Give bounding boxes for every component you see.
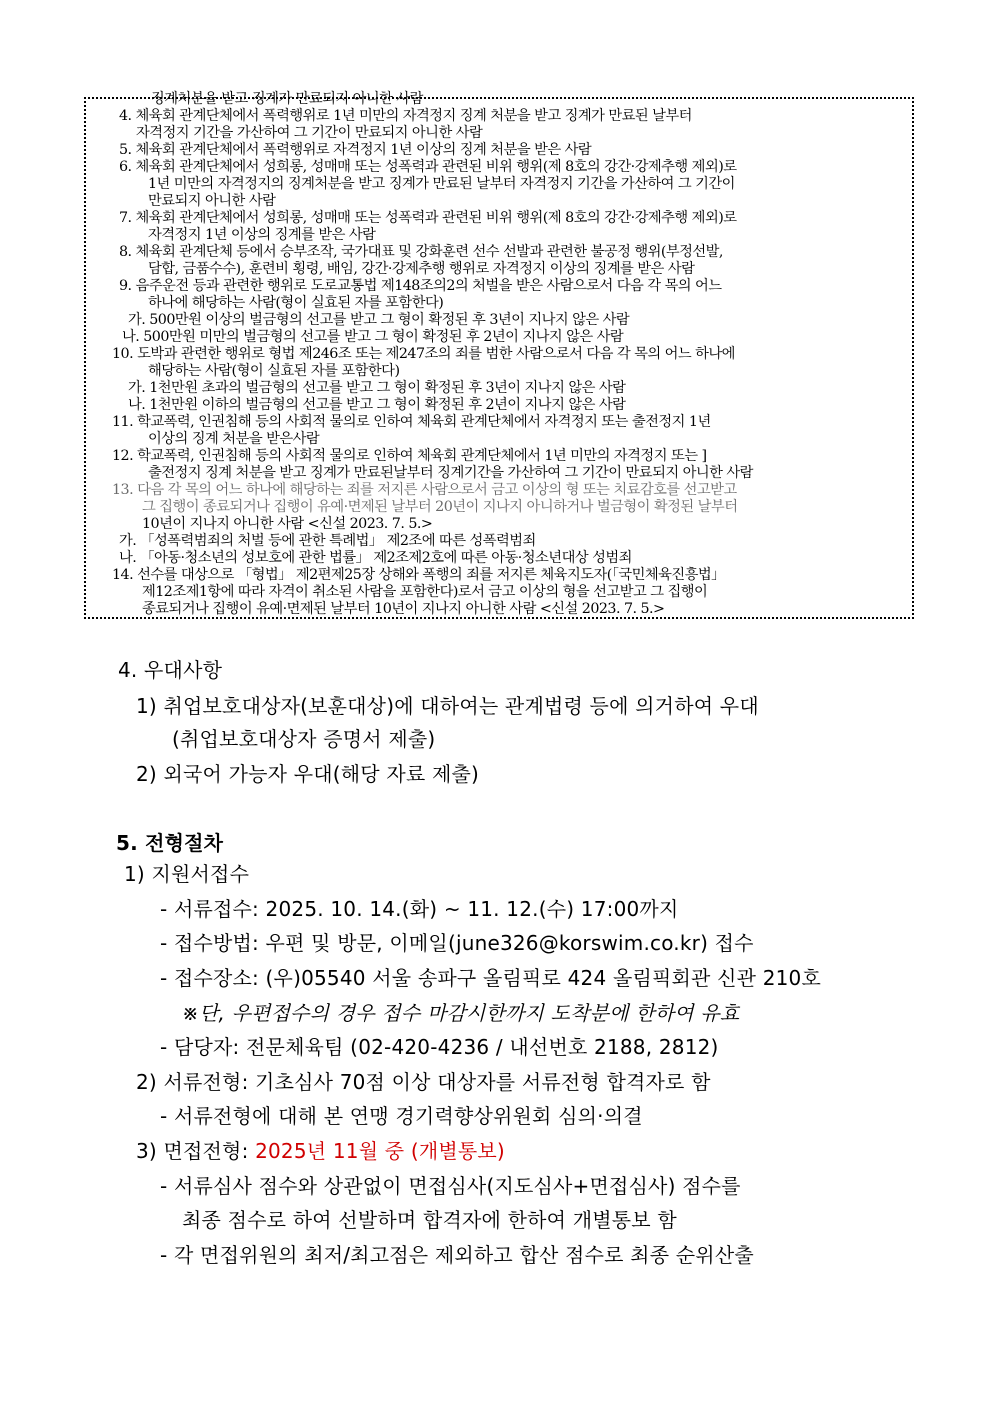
box-line: 9. 음주운전 등과 관련한 행위로 도로교통법 제148조의2의 처벌을 받은 사람으로서 다음 각 목의 어느 [119,278,722,294]
box-line: 10. 도박과 관련한 행위로 형법 제246조 또는 제247조의 죄를 범한 사람으로서 다음 각 목의 어느 하나에 [112,346,735,362]
box-line: 1년 미만의 자격정지의 징계처분을 받고 징계가 만료된 날부터 자격정지 기간을 가산하여 그 기간이 [148,176,735,192]
box-line: 가. 1천만원 초과의 벌금형의 선고를 받고 그 형이 확정된 후 3년이 지나지 않은 사람 [128,380,626,396]
body-line-text: - 서류접수: 2025. 10. 14.(화) ~ 11. 12.(수) 17:00까지 [160,897,679,921]
body-line-text: 2) 외국어 가능자 우대(해당 자료 제출) [136,762,479,786]
body-line-text: ※단, 우편접수의 경우 접수 마감시한까지 도착분에 한하여 유효 [182,1001,740,1025]
body-line-text: 2) 서류전형: 기초심사 70점 이상 대상자를 서류전형 합격자로 함 [136,1070,711,1094]
box-line: 가. 500만원 이상의 벌금형의 선고를 받고 그 형이 확정된 후 3년이 지나지 않은 사람 [128,312,630,328]
body-line-text: - 서류전형에 대해 본 연맹 경기력향상위원회 심의·의결 [160,1104,643,1128]
box-line: 8. 체육회 관계단체 등에서 승부조작, 국가대표 및 강화훈련 선수 선발과 관련한 불공정 행위(부정선발, [119,244,723,260]
box-line: 나. 1천만원 이하의 벌금형의 선고를 받고 그 형이 확정된 후 2년이 지나지 않은 사람 [128,397,626,413]
box-line: 11. 학교폭력, 인권침해 등의 사회적 물의로 인하여 체육회 관계단체에서 자격정지 또는 출전정지 1년 [112,414,711,430]
box-line: 징계처분을 받고 징계가 만료되지 아니한 사람 [151,91,423,107]
body-line [182,1000,739,1026]
box-line: 담합, 금품수수), 훈련비 횡령, 배임, 강간·강제추행 행위로 자격정지 이상의 징계를 받은 사람 [148,261,695,277]
section-heading [116,830,223,856]
box-line: 5. 체육회 관계단체에서 폭력행위로 자격정지 1년 이상의 징계 처분을 받은 사람 [119,142,592,158]
box-line: 14. 선수를 대상으로 「형법」 제2편제25장 상해와 폭행의 죄를 저지른 체육지도자(「국민체육진흥법」 [112,567,725,583]
body-line-text: 최종 점수로 하여 선발하며 합격자에 한하여 개별통보 함 [182,1208,677,1232]
box-line: 자격정지 기간을 가산하여 그 기간이 만료되지 아니한 사람 [136,125,483,141]
box-line: 13. 다음 각 목의 어느 하나에 해당하는 죄를 저지른 사람으로서 금고 이상의 형 또는 치료감호를 선고받고 [112,482,737,498]
body-line-text: - 서류심사 점수와 상관없이 면접심사(지도심사+면접심사) 점수를 [160,1174,741,1198]
box-line: 만료되지 아니한 사람 [148,193,276,209]
body-line [136,1138,505,1164]
box-line: 종료되거나 집행이 유예·면제된 날부터 10년이 지나지 아니한 사람 <신설 2023. 7. 5.> [142,601,665,617]
body-line [160,930,754,956]
body-line-text: 1) 취업보호대상자(보훈대상)에 대하여는 관계법령 등에 의거하여 우대 [136,694,759,718]
body-line [172,726,435,752]
box-line: 4. 체육회 관계단체에서 폭력행위로 1년 미만의 자격정지 징계 처분을 받고 징계가 만료된 날부터 [119,108,692,124]
box-line: 하나에 해당하는 사람(형이 실효된 자를 포함한다) [148,295,444,311]
box-line: 가. 「성폭력범죄의 처벌 등에 관한 특례법」 제2조에 따른 성폭력범죄 [119,533,536,549]
body-line [136,693,759,719]
box-line: 6. 체육회 관계단체에서 성희롱, 성매매 또는 성폭력과 관련된 비위 행위(제 8호의 강간·강제추행 제외)로 [119,159,737,175]
box-line: 해당하는 사람(형이 실효된 자를 포함한다) [148,363,400,379]
box-line: 10년이 지나지 아니한 사람 <신설 2023. 7. 5.> [142,516,433,532]
box-line: 출전정지 징계 처분을 받고 징계가 만료된날부터 징계기간을 가산하여 그 기간이 만료되지 아니한 사람 [148,465,753,481]
body-line-text: - 접수장소: (우)05540 서울 송파구 올림픽로 424 올림픽회관 신관 210호 [160,966,821,990]
body-line [160,1173,741,1199]
eligibility-restrictions-box [84,91,914,619]
body-line-text: - 담당자: 전문체육팀 (02-420-4236 / 내선번호 2188, 2812) [160,1035,719,1059]
body-line [160,896,678,922]
box-line: 그 집행이 종료되거나 집행이 유예·면제된 날부터 20년이 지나지 아니하거나 벌금형이 확정된 날부터 [142,499,738,515]
body-line-text: - 접수방법: 우편 및 방문, 이메일(june326@korswim.co.kr) 접수 [160,931,754,955]
box-line: 나. 「아동·청소년의 성보호에 관한 법률」 제2조제2호에 따른 아동·청소년대상 성범죄 [119,550,632,566]
box-line: 12. 학교폭력, 인권침해 등의 사회적 물의로 인하여 체육회 관계단체에서 1년 미만의 자격정지 또는 ] [112,448,707,464]
box-line: 자격정지 1년 이상의 징계를 받은 사람 [148,227,376,243]
body-line [136,761,479,787]
box-line: 7. 체육회 관계단체에서 성희롱, 성매매 또는 성폭력과 관련된 비위 행위(제 8호의 강간·강제추행 제외)로 [119,210,737,226]
interview-schedule-highlight: 2025년 11월 중 (개별통보) [255,1139,505,1163]
body-line-text: 3) 면접전형: [136,1139,256,1163]
body-line [160,1034,719,1060]
body-line-text: - 각 면접위원의 최저/최고점은 제외하고 합산 점수로 최종 순위산출 [160,1243,754,1267]
body-line [160,1103,643,1129]
body-line [160,1242,754,1268]
body-line-text: 1) 지원서접수 [124,862,250,886]
body-line-text: (취업보호대상자 증명서 제출) [172,727,436,751]
body-line [124,861,249,887]
box-line: 나. 500만원 미만의 벌금형의 선고를 받고 그 형이 확정된 후 2년이 지나지 않은 사람 [122,329,624,345]
body-line [182,1207,677,1233]
body-line-text: 4. 우대사항 [118,658,223,682]
box-line: 제12조제1항에 따라 자격이 취소된 사람을 포함한다)로서 금고 이상의 형을 선고받고 그 집행이 [142,584,708,600]
body-line [136,1069,711,1095]
body-line-text: 5. 전형절차 [116,831,224,855]
box-line: 이상의 징계 처분을 받은사람 [148,431,320,447]
section-heading [118,657,222,683]
body-line [160,965,821,991]
